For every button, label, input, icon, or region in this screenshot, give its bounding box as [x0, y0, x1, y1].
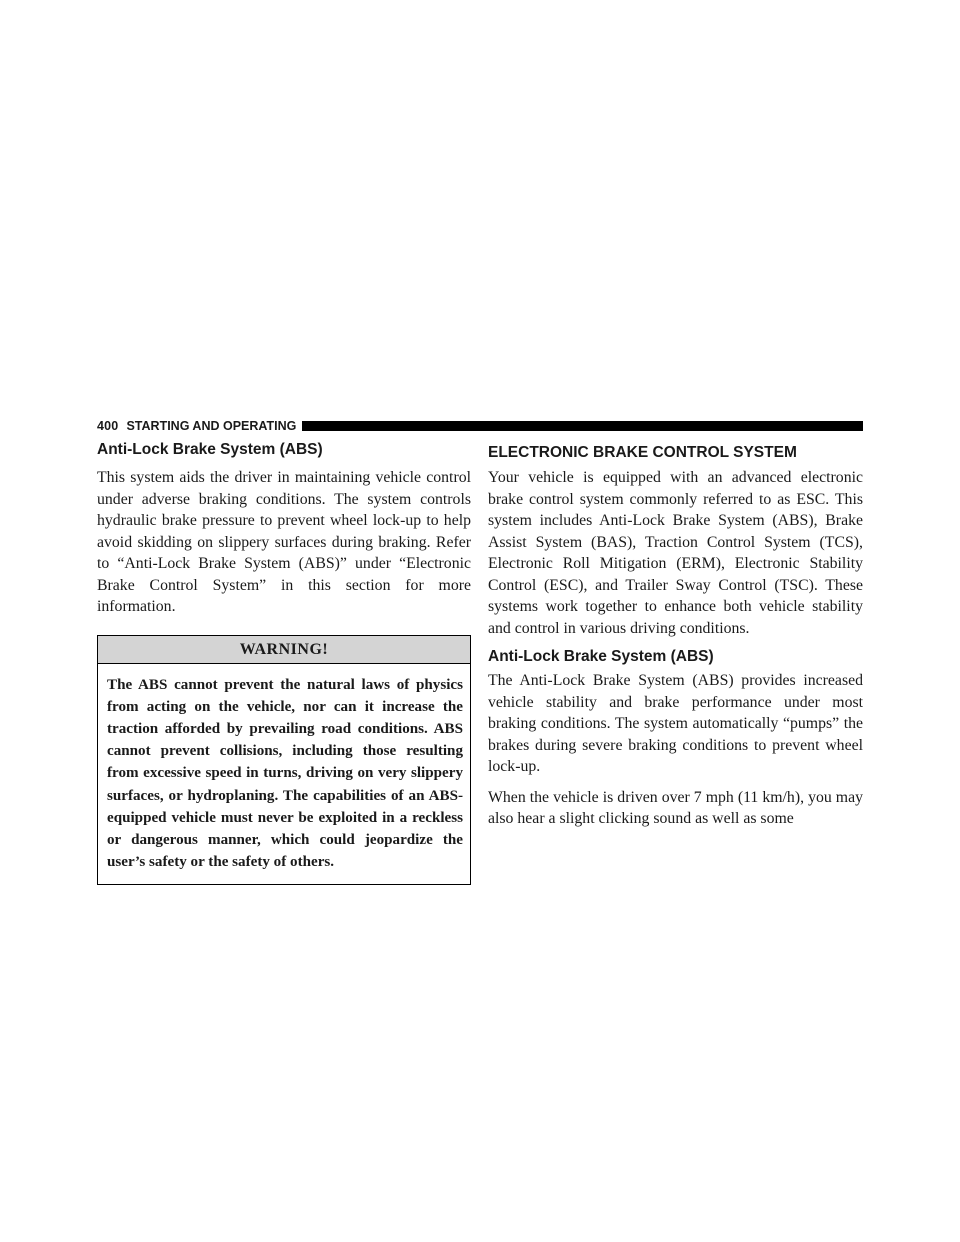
right-column: [488, 440, 863, 830]
abs-subheading: Anti-Lock Brake System (ABS): [488, 648, 714, 665]
ebc-heading: ELECTRONIC BRAKE CONTROL SYSTEM: [488, 444, 797, 461]
warning-text: The ABS cannot prevent the natural laws of physics from acting on the vehicle, nor can it increase the traction afforded by prevailing road conditions. ABS cannot prevent collisions, including those resulting from excessive speed in turns, driving on very slippery surfaces, or hydroplaning. The capabilities of an ABS-equipped vehicle must never be exploited in a reckless or dangerous manner, which could jeopardize the user’s safety or the safety of others.: [107, 676, 463, 871]
warning-box: [97, 635, 471, 886]
page-number: 400: [97, 419, 119, 433]
section-title: STARTING AND OPERATING: [126, 419, 297, 433]
left-column: [97, 440, 471, 885]
page-header: [97, 419, 863, 433]
abs-heading: Anti-Lock Brake System (ABS): [97, 441, 323, 458]
abs-clicking-paragraph: When the vehicle is driven over 7 mph (11 km/h), you may also hear a slight clicking sound as well as some: [488, 788, 863, 827]
header-rule: [302, 421, 863, 431]
ebc-paragraph: Your vehicle is equipped with an advanced electronic brake control system commonly referred to as ESC. This system includes Anti-Lock Brake System (ABS), Brake Assist System (BAS), Traction Control System (TCS), Electronic Roll Mitigation (ERM), Electronic Stability Control (ESC), and Trailer Sway Control (TSC). These systems work together to enhance both vehicle stability and control in various driving conditions.: [488, 469, 863, 637]
warning-title: WARNING!: [98, 636, 470, 664]
abs-intro-paragraph: This system aids the driver in maintaining vehicle control under adverse braking conditions. The system controls hydraulic brake pressure to prevent wheel lock-up to help avoid skidding on slippery surfaces during braking. Refer to “Anti-Lock Brake System (ABS)” under “Electronic Brake Control System” in this section for more information.: [97, 469, 471, 615]
abs-description-paragraph: The Anti-Lock Brake System (ABS) provides increased vehicle stability and brake performance under most braking conditions. The system automatically “pumps” the brakes during severe braking conditions to prevent wheel lock-up.: [488, 672, 863, 775]
